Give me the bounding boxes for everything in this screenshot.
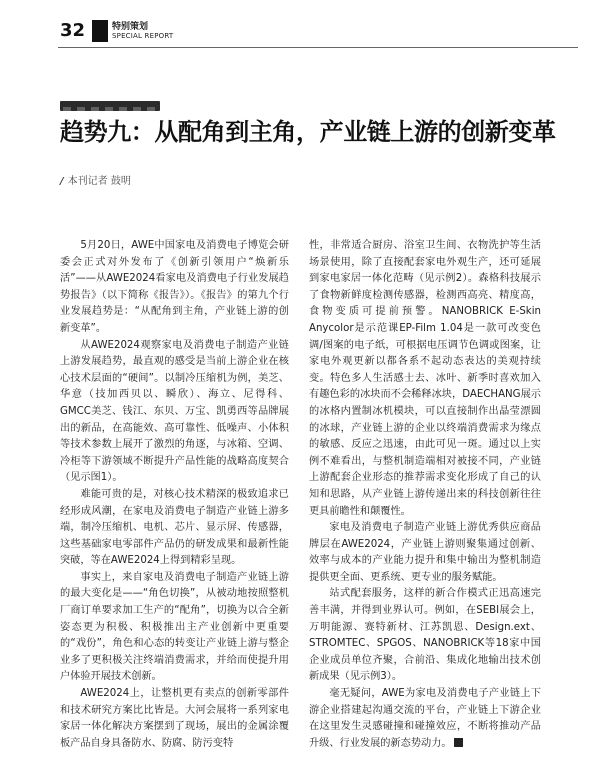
right-column bbox=[309, 238, 541, 752]
section-logo-icon bbox=[92, 20, 108, 42]
paragraph: AWE2024上，让整机更有卖点的创新零部件和技术研究方案比比皆是。大河会展将一系列家电家居一体化解决方案摆到了现场，展出的金属涂覆板产品自身具备防水、防腐、防污变特 bbox=[60, 688, 289, 749]
end-mark-icon bbox=[454, 738, 463, 747]
paragraph: 站式配套服务，这样的新合作模式正迅高速完善丰满，并得到业界认可。例如，在SEBI展会上，万明能源、赛特新材、江苏凯恩、Design.ext、STROMTEC、SPGOS、NANOBRICK等18家中国企业成员单位齐聚，合前沿、集成化地输出技术创新成果（见示例3）。 bbox=[309, 588, 541, 683]
paragraph-text: 毫无疑问，AWE为家电及消费电子产业链上下游企业搭建起沟通交流的平台，产业链上下游企业在这里发生灵感碰撞和碰撞效应，不断将推动产品升级、行业发展的新态势动力。 bbox=[309, 688, 541, 749]
paragraph: 性，非常适合厨房、浴室卫生间、衣物洗护等生活场景使用，除了直接配套家电外观生产，还可延展到家电家居一体化范畴（见示例2）。森格科技展示了食物新鲜度检测传感器，检测西高亮、精度高，食物变质可提前预警。NANOBRICK E-Skin Anycolor是示范课EP-Film 1.04是一款可改变色调/图案的电子纸，可根据电压调节色调或图案，让家电外观更新以都各系不起动态表达的美观持续变。特色多人生活感士去、冰叶、新季时喜欢加入有趣色彩的冰块而不会稀释冰块，DAECHANG展示的冰格内置制冰机模块，可以直接制作出晶莹漂圆的冰球，产业链上游的企业以终端消费需求为缘点的敏感、反应之迅速，由此可见一斑。通过以上实例不难看出，与整机制造端相对被接不同，产业链上游配套企业形态的推荐需求变化形成了自己的认知和思路，从产业链上游传递出来的科技创新往往更具前瞻性和颠覆性。 bbox=[309, 240, 541, 517]
paragraph: 难能可贵的是，对核心技术精深的极致追求已经形成风潮，在家电及消费电子制造产业链上游多端，制冷压缩机、电机、芯片、显示屏、传感器，这些基础家电零部件产品仍的研发成果和最新性能突破，等在AWE2024上得到精彩呈现。 bbox=[60, 488, 289, 567]
paragraph: 5月20日，AWE中国家电及消费电子博览会研委会正式对外发布了《创新引领用户“焕新乐活”——从AWE2024看家电及消费电子行业发展趋势报告》（以下简称《报告》）。《报告》的第九个行业发展趋势是：“从配角到主角，产业链上游的创新变革”。 bbox=[60, 240, 289, 334]
byline-slash-icon: / bbox=[60, 176, 64, 187]
page-header bbox=[0, 0, 600, 60]
paragraph: 家电及消费电子制造产业链上游优秀供应商品牌层在AWE2024，产业链上游则聚集通过创新、效率与成本的产业能力提升和集中输出为整机制造提供更全面、更系统、更专业的服务赋能。 bbox=[309, 522, 541, 583]
section-name-en: SPECIAL REPORT bbox=[112, 32, 174, 40]
header-divider bbox=[58, 47, 578, 48]
paragraph: 从AWE2024观察家电及消费电子制造产业链上游发展趋势，最直观的感受是当前上游企业在核心技术层面的“硬间”。以制冷压缩机为例，美芝、华意（技加西贝以、瞬欣）、海立、尼得科、GMCC美芝、钱江、东贝、万宝、凯勇西等品牌展出的新品，在高能效、高可靠性、低噪声、小体积等技术参数上展开了激烈的角逐，与冰箱、空调、冷柜等下游领域不断提升产品性能的战略高度契合（见示图1）。 bbox=[60, 339, 289, 484]
left-column bbox=[60, 238, 289, 752]
article-title: 趋势九：从配角到主角，产业链上游的创新变革 bbox=[60, 118, 556, 146]
paragraph-last bbox=[309, 686, 541, 752]
paragraph: 事实上，来自家电及消费电子制造产业链上游的最大变化是——“角色切换”，从被动地按照整机厂商订单要求加工生产的“配角”，切换为以合全新姿态更为积极、积极推出主产业创新中更重要的“戏份”，角色和心态的转变让产业链上游与整企业多了更积极关注终端消费需求，并给而使提升用户体验开展技术创新。 bbox=[60, 571, 289, 683]
page-number: 32 bbox=[60, 20, 86, 41]
title-decoration-icon bbox=[60, 101, 160, 111]
byline bbox=[60, 172, 131, 187]
section-name-cn: 特别策划 bbox=[112, 22, 149, 32]
byline-text: 本刊记者 鼓明 bbox=[67, 176, 131, 187]
